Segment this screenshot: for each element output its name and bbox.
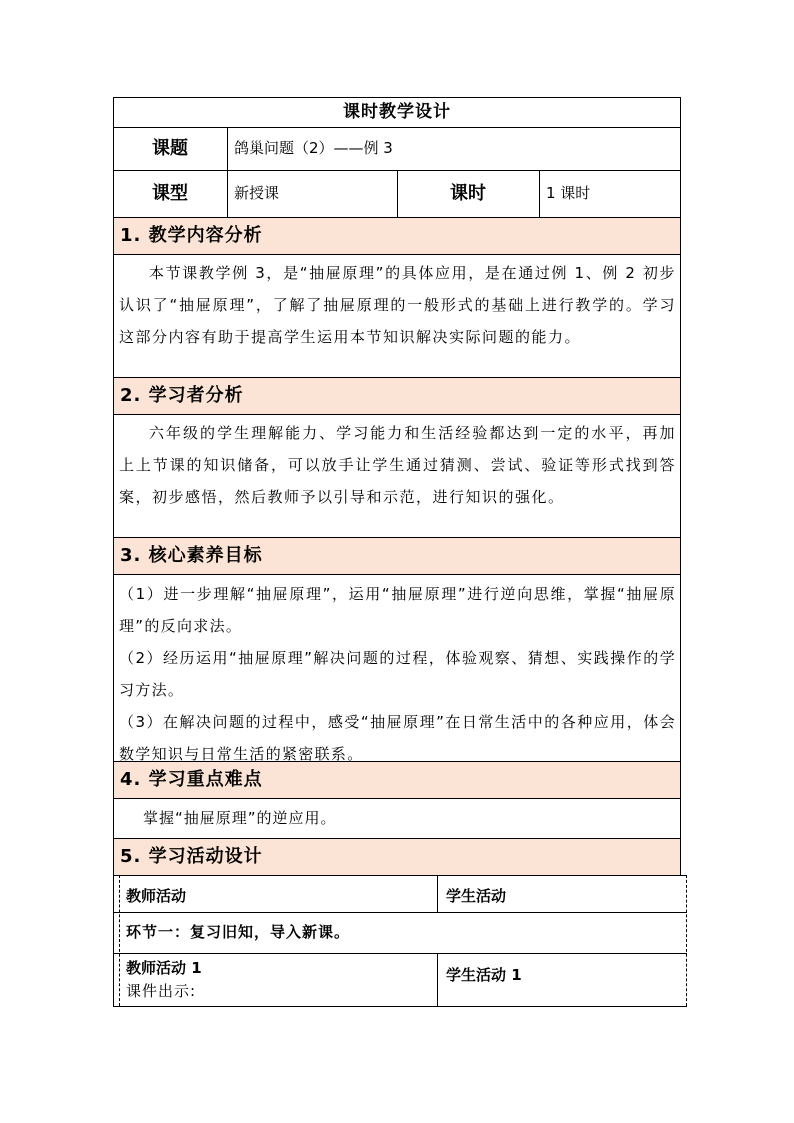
table-border-right bbox=[680, 97, 681, 875]
core-goal-item: （2）经历运用“抽屉原理”解决问题的过程，体验观察、猜想、实践操作的学习方法。 bbox=[119, 649, 676, 699]
rule bbox=[113, 574, 681, 575]
teacher-activity-1-note: 课件出示: bbox=[126, 982, 197, 1000]
key-points-text: 掌握“抽屉原理”的逆应用。 bbox=[143, 809, 337, 827]
student-activity-1-title: 学生活动 1 bbox=[446, 966, 522, 984]
col-divider bbox=[539, 170, 540, 217]
col-divider-dashed bbox=[686, 875, 687, 1006]
learner-analysis-text: 六年级的学生理解能力、学习能力和生活经验都达到一定的水平，再加上上节课的知识储备，可以放手让学生通过猜测、尝试、验证等形式找到答案，初步感悟，然后教师予以引导和示范，进行知识的强化。 bbox=[119, 424, 676, 506]
period-label: 课时 bbox=[450, 183, 486, 204]
section-heading-core-goals: 3. 核心素养目标 bbox=[120, 545, 263, 566]
section-heading-learner-analysis: 2. 学习者分析 bbox=[120, 385, 244, 406]
core-goal-item: （1）进一步理解“抽屉原理”，运用“抽屉原理”进行逆向思维，掌握“抽屉原理”的反向求法。 bbox=[119, 585, 676, 635]
col-divider bbox=[227, 127, 228, 217]
topic-value: 鸽巢问题（2）——例 3 bbox=[234, 139, 393, 157]
student-activity-header: 学生活动 bbox=[446, 887, 507, 905]
section-heading-key-points: 4. 学习重点难点 bbox=[120, 769, 263, 790]
core-goals-list bbox=[119, 578, 676, 770]
step-one-heading: 环节一：复习旧知，导入新课。 bbox=[126, 923, 351, 941]
section-heading-activities: 5. 学习活动设计 bbox=[120, 846, 263, 867]
teacher-activity-header: 教师活动 bbox=[126, 887, 187, 905]
core-goal-item: （3）在解决问题的过程中，感受“抽屉原理”在日常生活中的各种应用，体会数学知识与日常生活的紧密联系。 bbox=[119, 713, 676, 763]
rule bbox=[113, 414, 681, 415]
teacher-activity-1-title: 教师活动 1 bbox=[126, 959, 202, 977]
col-divider bbox=[437, 953, 438, 1006]
col-divider bbox=[437, 875, 438, 912]
rule bbox=[113, 254, 681, 255]
col-divider-dashed bbox=[119, 875, 120, 1006]
doc-title: 课时教学设计 bbox=[343, 102, 451, 122]
topic-label: 课题 bbox=[152, 138, 188, 159]
period-value: 1 课时 bbox=[546, 184, 591, 202]
rule bbox=[113, 1006, 687, 1007]
section-heading-content-analysis: 1. 教学内容分析 bbox=[120, 225, 263, 246]
content-analysis-text: 本节课教学例 3，是“抽屉原理”的具体应用，是在通过例 1、例 2 初步认识了“抽屉原理”，了解了抽屉原理的一般形式的基础上进行教学的。学习这部分内容有助于提高学生运用本节知识解决实际问题的能力。 bbox=[119, 264, 676, 346]
type-value: 新授课 bbox=[234, 184, 280, 202]
type-label: 课型 bbox=[152, 183, 188, 204]
